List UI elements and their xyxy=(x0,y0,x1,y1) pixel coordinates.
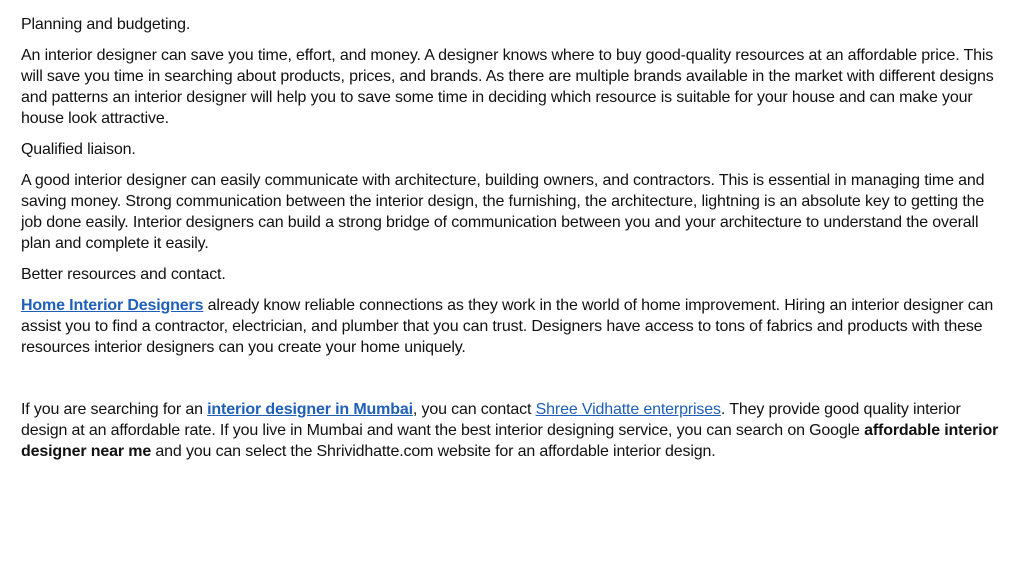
bold-search-phrase: affordable interior designer near me xyxy=(21,422,999,460)
heading-better-resources: Better resources and contact. xyxy=(21,266,226,283)
link-shree-vidhatte[interactable]: Shree Vidhatte enterprises xyxy=(535,401,721,418)
link-home-interior-designers[interactable]: Home Interior Designers xyxy=(21,297,204,314)
heading-qualified-liaison: Qualified liaison. xyxy=(21,141,136,158)
contact-text-3: . They provide good quality interior design at an affordable rate. If you live in Mumbai and want the best interior designing service, you can search on Google xyxy=(21,401,961,439)
paragraph-contact xyxy=(21,399,1006,462)
paragraph-planning: An interior designer can save you time, effort, and money. A designer knows where to buy good-quality resources at an affordable price. This will save you time in searching about products, prices, and brands. As there are multiple brands available in the market with different designs and patterns an interior designer will help you to save some time in deciding which resource is suitable for your house and can make your house look attractive. xyxy=(21,47,994,127)
document-body xyxy=(21,14,1006,472)
spacer xyxy=(21,368,1006,399)
paragraph-liaison: A good interior designer can easily communicate with architecture, building owners, and contractors. This is essential in managing time and saving money. Strong communication between the interior design, the furnishing, the architecture, lightning is an absolute key to getting the job done easily. Interior designers can build a strong bridge of communication between you and your architecture to understand the overall plan and complete it easily. xyxy=(21,172,985,252)
contact-text-2: , you can contact xyxy=(412,401,536,418)
paragraph-resources xyxy=(21,295,1006,358)
contact-text-4: and you can select the Shrividhatte.com website for an affordable interior design. xyxy=(151,443,716,460)
contact-text-1: If you are searching for an xyxy=(21,401,208,418)
link-interior-designer-mumbai[interactable]: interior designer in Mumbai xyxy=(207,401,413,418)
heading-planning-budgeting: Planning and budgeting. xyxy=(21,16,191,33)
paragraph-resources-text: already know reliable connections as they work in the world of home improvement. Hiring an interior designer can assist you to find a contractor, electrician, and plumber that you can trust. Designers have access to tons of fabrics and products with these resources interior designers can you create your home uniquely. xyxy=(21,297,994,356)
